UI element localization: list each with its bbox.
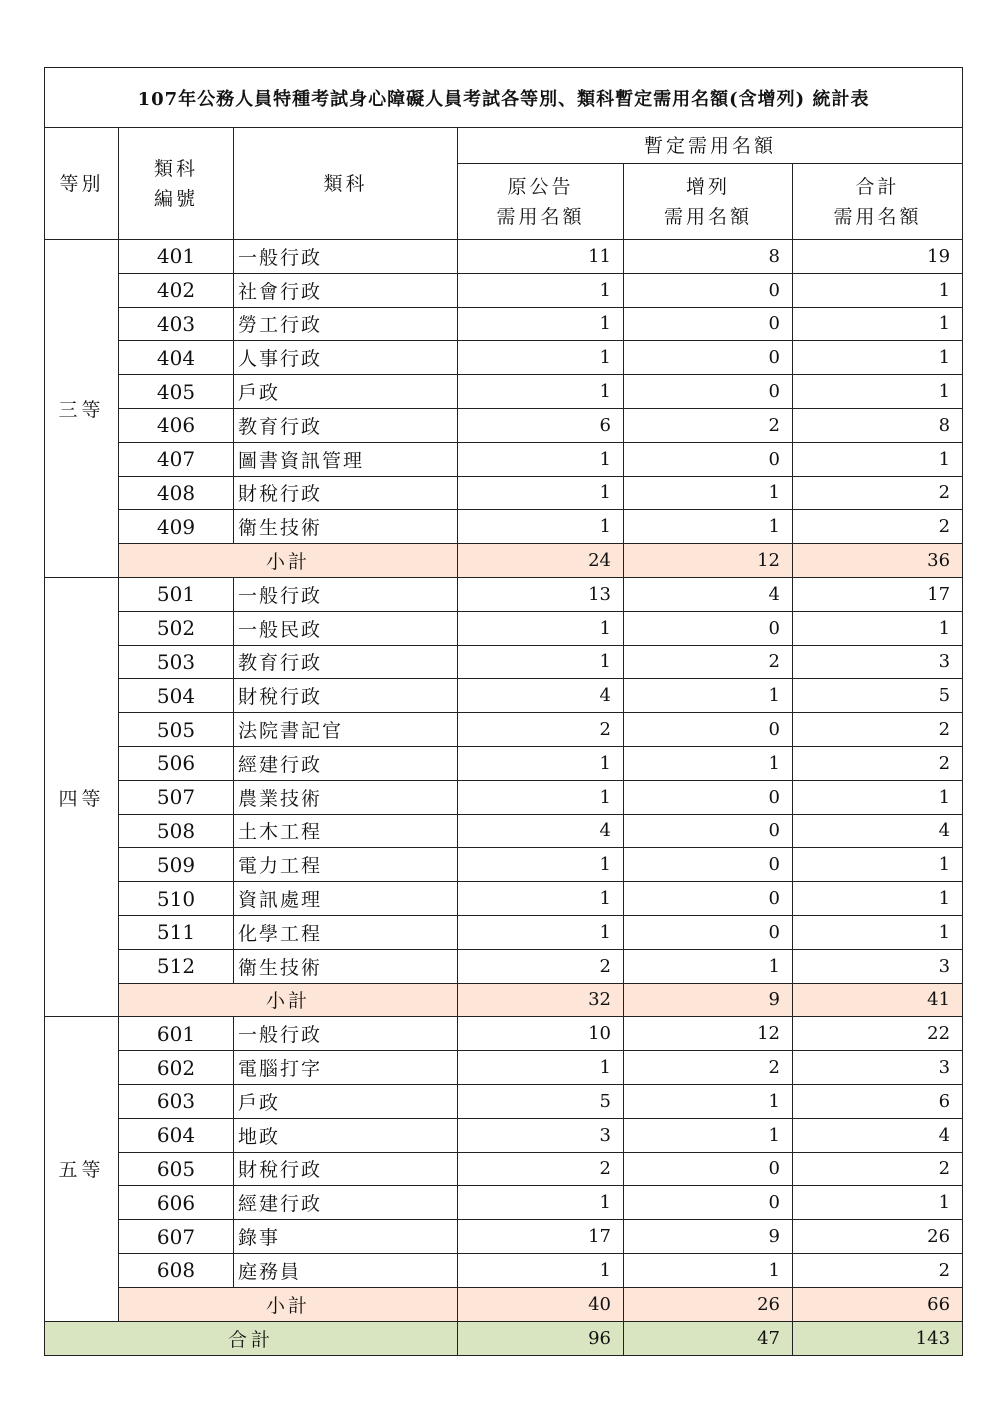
total-quota: 1 — [793, 780, 963, 814]
category-code: 605 — [119, 1152, 234, 1186]
grade-cell: 五等 — [45, 1017, 119, 1321]
table-row — [45, 307, 963, 341]
added-quota: 0 — [624, 307, 793, 341]
added-quota: 0 — [624, 848, 793, 882]
subtotal-label: 小計 — [119, 1287, 458, 1321]
total-quota: 1 — [793, 307, 963, 341]
added-quota: 0 — [624, 915, 793, 949]
header-original-line2: 需用名額 — [496, 205, 585, 228]
added-quota: 0 — [624, 882, 793, 916]
added-quota: 0 — [624, 442, 793, 476]
added-quota: 0 — [624, 713, 793, 747]
original-quota: 4 — [458, 814, 624, 848]
total-quota: 1 — [793, 341, 963, 375]
category-name: 財稅行政 — [234, 476, 458, 510]
table-row — [45, 746, 963, 780]
total-quota: 4 — [793, 1118, 963, 1152]
added-quota: 2 — [624, 645, 793, 679]
category-name: 社會行政 — [234, 273, 458, 307]
header-code-line2: 編號 — [153, 187, 198, 210]
added-quota: 0 — [624, 375, 793, 409]
total-quota: 22 — [793, 1017, 963, 1051]
subtotal-original: 40 — [458, 1287, 624, 1321]
category-code: 401 — [119, 240, 234, 274]
table-row — [45, 949, 963, 983]
total-quota: 1 — [793, 882, 963, 916]
table-row — [45, 848, 963, 882]
original-quota: 1 — [458, 1186, 624, 1220]
category-code: 512 — [119, 949, 234, 983]
category-code: 601 — [119, 1017, 234, 1051]
category-code: 406 — [119, 408, 234, 442]
original-quota: 1 — [458, 510, 624, 544]
total-quota: 2 — [793, 713, 963, 747]
category-name: 庭務員 — [234, 1253, 458, 1287]
subtotal-total: 41 — [793, 983, 963, 1017]
original-quota: 1 — [458, 476, 624, 510]
original-quota: 1 — [458, 746, 624, 780]
category-code: 510 — [119, 882, 234, 916]
subtotal-total: 36 — [793, 544, 963, 578]
category-name: 錄事 — [234, 1220, 458, 1254]
original-quota: 1 — [458, 1253, 624, 1287]
total-quota: 19 — [793, 240, 963, 274]
original-quota: 1 — [458, 307, 624, 341]
table-row — [45, 713, 963, 747]
total-quota: 4 — [793, 814, 963, 848]
grand-total-row — [45, 1321, 963, 1355]
category-code: 501 — [119, 577, 234, 611]
table-row — [45, 780, 963, 814]
grand-total-original: 96 — [458, 1321, 624, 1355]
added-quota: 1 — [624, 510, 793, 544]
added-quota: 1 — [624, 679, 793, 713]
category-name: 一般行政 — [234, 240, 458, 274]
header-quota-group: 暫定需用名額 — [458, 128, 963, 164]
category-code: 508 — [119, 814, 234, 848]
header-grade: 等別 — [45, 128, 119, 240]
category-name: 法院書記官 — [234, 713, 458, 747]
table-row — [45, 814, 963, 848]
category-name: 經建行政 — [234, 746, 458, 780]
header-category: 類科 — [234, 128, 458, 240]
original-quota: 1 — [458, 1051, 624, 1085]
category-name: 地政 — [234, 1118, 458, 1152]
category-name: 一般民政 — [234, 611, 458, 645]
total-quota: 6 — [793, 1084, 963, 1118]
category-code: 606 — [119, 1186, 234, 1220]
subtotal-label: 小計 — [119, 983, 458, 1017]
original-quota: 4 — [458, 679, 624, 713]
original-quota: 13 — [458, 577, 624, 611]
category-code: 402 — [119, 273, 234, 307]
table-row — [45, 1186, 963, 1220]
original-quota: 1 — [458, 915, 624, 949]
table-row — [45, 273, 963, 307]
total-quota: 1 — [793, 375, 963, 409]
category-code: 408 — [119, 476, 234, 510]
original-quota: 2 — [458, 713, 624, 747]
category-name: 勞工行政 — [234, 307, 458, 341]
total-quota: 2 — [793, 1253, 963, 1287]
category-name: 經建行政 — [234, 1186, 458, 1220]
category-name: 一般行政 — [234, 1017, 458, 1051]
category-name: 農業技術 — [234, 780, 458, 814]
table-row — [45, 915, 963, 949]
table-row — [45, 679, 963, 713]
category-name: 教育行政 — [234, 408, 458, 442]
category-name: 人事行政 — [234, 341, 458, 375]
subtotal-total: 66 — [793, 1287, 963, 1321]
total-quota: 1 — [793, 273, 963, 307]
header-sum-line1: 合計 — [855, 175, 900, 198]
category-name: 土木工程 — [234, 814, 458, 848]
category-name: 戶政 — [234, 375, 458, 409]
category-name: 電力工程 — [234, 848, 458, 882]
table-row — [45, 408, 963, 442]
added-quota: 8 — [624, 240, 793, 274]
category-code: 504 — [119, 679, 234, 713]
total-quota: 2 — [793, 746, 963, 780]
table-row — [45, 442, 963, 476]
category-name: 財稅行政 — [234, 1152, 458, 1186]
table-title: 107年公務人員特種考試身心障礙人員考試各等別、類科暫定需用名額(含增列) 統計表 — [45, 68, 963, 128]
added-quota: 1 — [624, 1084, 793, 1118]
total-quota: 3 — [793, 1051, 963, 1085]
header-added-line1: 增列 — [685, 175, 730, 198]
table-row — [45, 510, 963, 544]
added-quota: 4 — [624, 577, 793, 611]
original-quota: 1 — [458, 273, 624, 307]
total-quota: 1 — [793, 442, 963, 476]
category-name: 圖書資訊管理 — [234, 442, 458, 476]
total-quota: 1 — [793, 611, 963, 645]
subtotal-row — [45, 544, 963, 578]
category-code: 604 — [119, 1118, 234, 1152]
grade-cell: 四等 — [45, 577, 119, 1016]
category-code: 603 — [119, 1084, 234, 1118]
total-quota: 3 — [793, 645, 963, 679]
table-row — [45, 1220, 963, 1254]
table-body — [45, 240, 963, 1356]
category-code: 511 — [119, 915, 234, 949]
header-code-line1: 類科 — [153, 157, 198, 180]
original-quota: 5 — [458, 1084, 624, 1118]
added-quota: 0 — [624, 814, 793, 848]
subtotal-original: 32 — [458, 983, 624, 1017]
original-quota: 11 — [458, 240, 624, 274]
header-sum — [793, 164, 963, 240]
header-original — [458, 164, 624, 240]
grand-total-total: 143 — [793, 1321, 963, 1355]
original-quota: 2 — [458, 949, 624, 983]
category-code: 407 — [119, 442, 234, 476]
total-quota: 1 — [793, 915, 963, 949]
original-quota: 1 — [458, 375, 624, 409]
table-row — [45, 240, 963, 274]
category-code: 506 — [119, 746, 234, 780]
category-name: 資訊處理 — [234, 882, 458, 916]
category-code: 507 — [119, 780, 234, 814]
subtotal-added: 9 — [624, 983, 793, 1017]
category-code: 403 — [119, 307, 234, 341]
total-quota: 17 — [793, 577, 963, 611]
stats-sheet — [44, 67, 962, 1356]
category-code: 608 — [119, 1253, 234, 1287]
category-code: 502 — [119, 611, 234, 645]
total-quota: 2 — [793, 510, 963, 544]
original-quota: 1 — [458, 848, 624, 882]
category-name: 衛生技術 — [234, 949, 458, 983]
added-quota: 0 — [624, 1186, 793, 1220]
added-quota: 12 — [624, 1017, 793, 1051]
added-quota: 2 — [624, 408, 793, 442]
added-quota: 1 — [624, 1118, 793, 1152]
header-added — [624, 164, 793, 240]
table-row — [45, 611, 963, 645]
total-quota: 1 — [793, 1186, 963, 1220]
table-row — [45, 1051, 963, 1085]
header-code — [119, 128, 234, 240]
table-row — [45, 1084, 963, 1118]
added-quota: 2 — [624, 1051, 793, 1085]
total-quota: 1 — [793, 848, 963, 882]
original-quota: 1 — [458, 882, 624, 916]
original-quota: 1 — [458, 611, 624, 645]
added-quota: 1 — [624, 1253, 793, 1287]
subtotal-label: 小計 — [119, 544, 458, 578]
table-row — [45, 1118, 963, 1152]
total-quota: 8 — [793, 408, 963, 442]
added-quota: 0 — [624, 611, 793, 645]
added-quota: 0 — [624, 1152, 793, 1186]
header-original-line1: 原公告 — [507, 175, 574, 198]
category-name: 一般行政 — [234, 577, 458, 611]
category-code: 505 — [119, 713, 234, 747]
table-row — [45, 1017, 963, 1051]
total-quota: 5 — [793, 679, 963, 713]
total-quota: 26 — [793, 1220, 963, 1254]
added-quota: 1 — [624, 746, 793, 780]
original-quota: 1 — [458, 780, 624, 814]
category-name: 衛生技術 — [234, 510, 458, 544]
header-sum-line2: 需用名額 — [833, 205, 922, 228]
added-quota: 0 — [624, 273, 793, 307]
subtotal-row — [45, 983, 963, 1017]
category-code: 409 — [119, 510, 234, 544]
table-row — [45, 577, 963, 611]
category-code: 509 — [119, 848, 234, 882]
table-row — [45, 375, 963, 409]
category-name: 化學工程 — [234, 915, 458, 949]
subtotal-original: 24 — [458, 544, 624, 578]
grand-total-added: 47 — [624, 1321, 793, 1355]
category-name: 電腦打字 — [234, 1051, 458, 1085]
table-row — [45, 1152, 963, 1186]
header-added-line2: 需用名額 — [663, 205, 752, 228]
subtotal-added: 12 — [624, 544, 793, 578]
original-quota: 6 — [458, 408, 624, 442]
category-code: 602 — [119, 1051, 234, 1085]
original-quota: 1 — [458, 645, 624, 679]
original-quota: 17 — [458, 1220, 624, 1254]
table-row — [45, 1253, 963, 1287]
table-row — [45, 476, 963, 510]
quota-table — [44, 67, 963, 1356]
added-quota: 1 — [624, 949, 793, 983]
category-code: 405 — [119, 375, 234, 409]
category-name: 教育行政 — [234, 645, 458, 679]
total-quota: 2 — [793, 476, 963, 510]
category-code: 607 — [119, 1220, 234, 1254]
original-quota: 1 — [458, 341, 624, 375]
added-quota: 0 — [624, 341, 793, 375]
subtotal-row — [45, 1287, 963, 1321]
added-quota: 9 — [624, 1220, 793, 1254]
subtotal-added: 26 — [624, 1287, 793, 1321]
table-row — [45, 645, 963, 679]
added-quota: 1 — [624, 476, 793, 510]
category-name: 戶政 — [234, 1084, 458, 1118]
category-code: 503 — [119, 645, 234, 679]
category-name: 財稅行政 — [234, 679, 458, 713]
total-quota: 2 — [793, 1152, 963, 1186]
original-quota: 1 — [458, 442, 624, 476]
added-quota: 0 — [624, 780, 793, 814]
original-quota: 10 — [458, 1017, 624, 1051]
original-quota: 2 — [458, 1152, 624, 1186]
table-row — [45, 882, 963, 916]
total-quota: 3 — [793, 949, 963, 983]
category-code: 404 — [119, 341, 234, 375]
original-quota: 3 — [458, 1118, 624, 1152]
table-row — [45, 341, 963, 375]
grade-cell: 三等 — [45, 240, 119, 578]
grand-total-label: 合計 — [45, 1321, 458, 1355]
